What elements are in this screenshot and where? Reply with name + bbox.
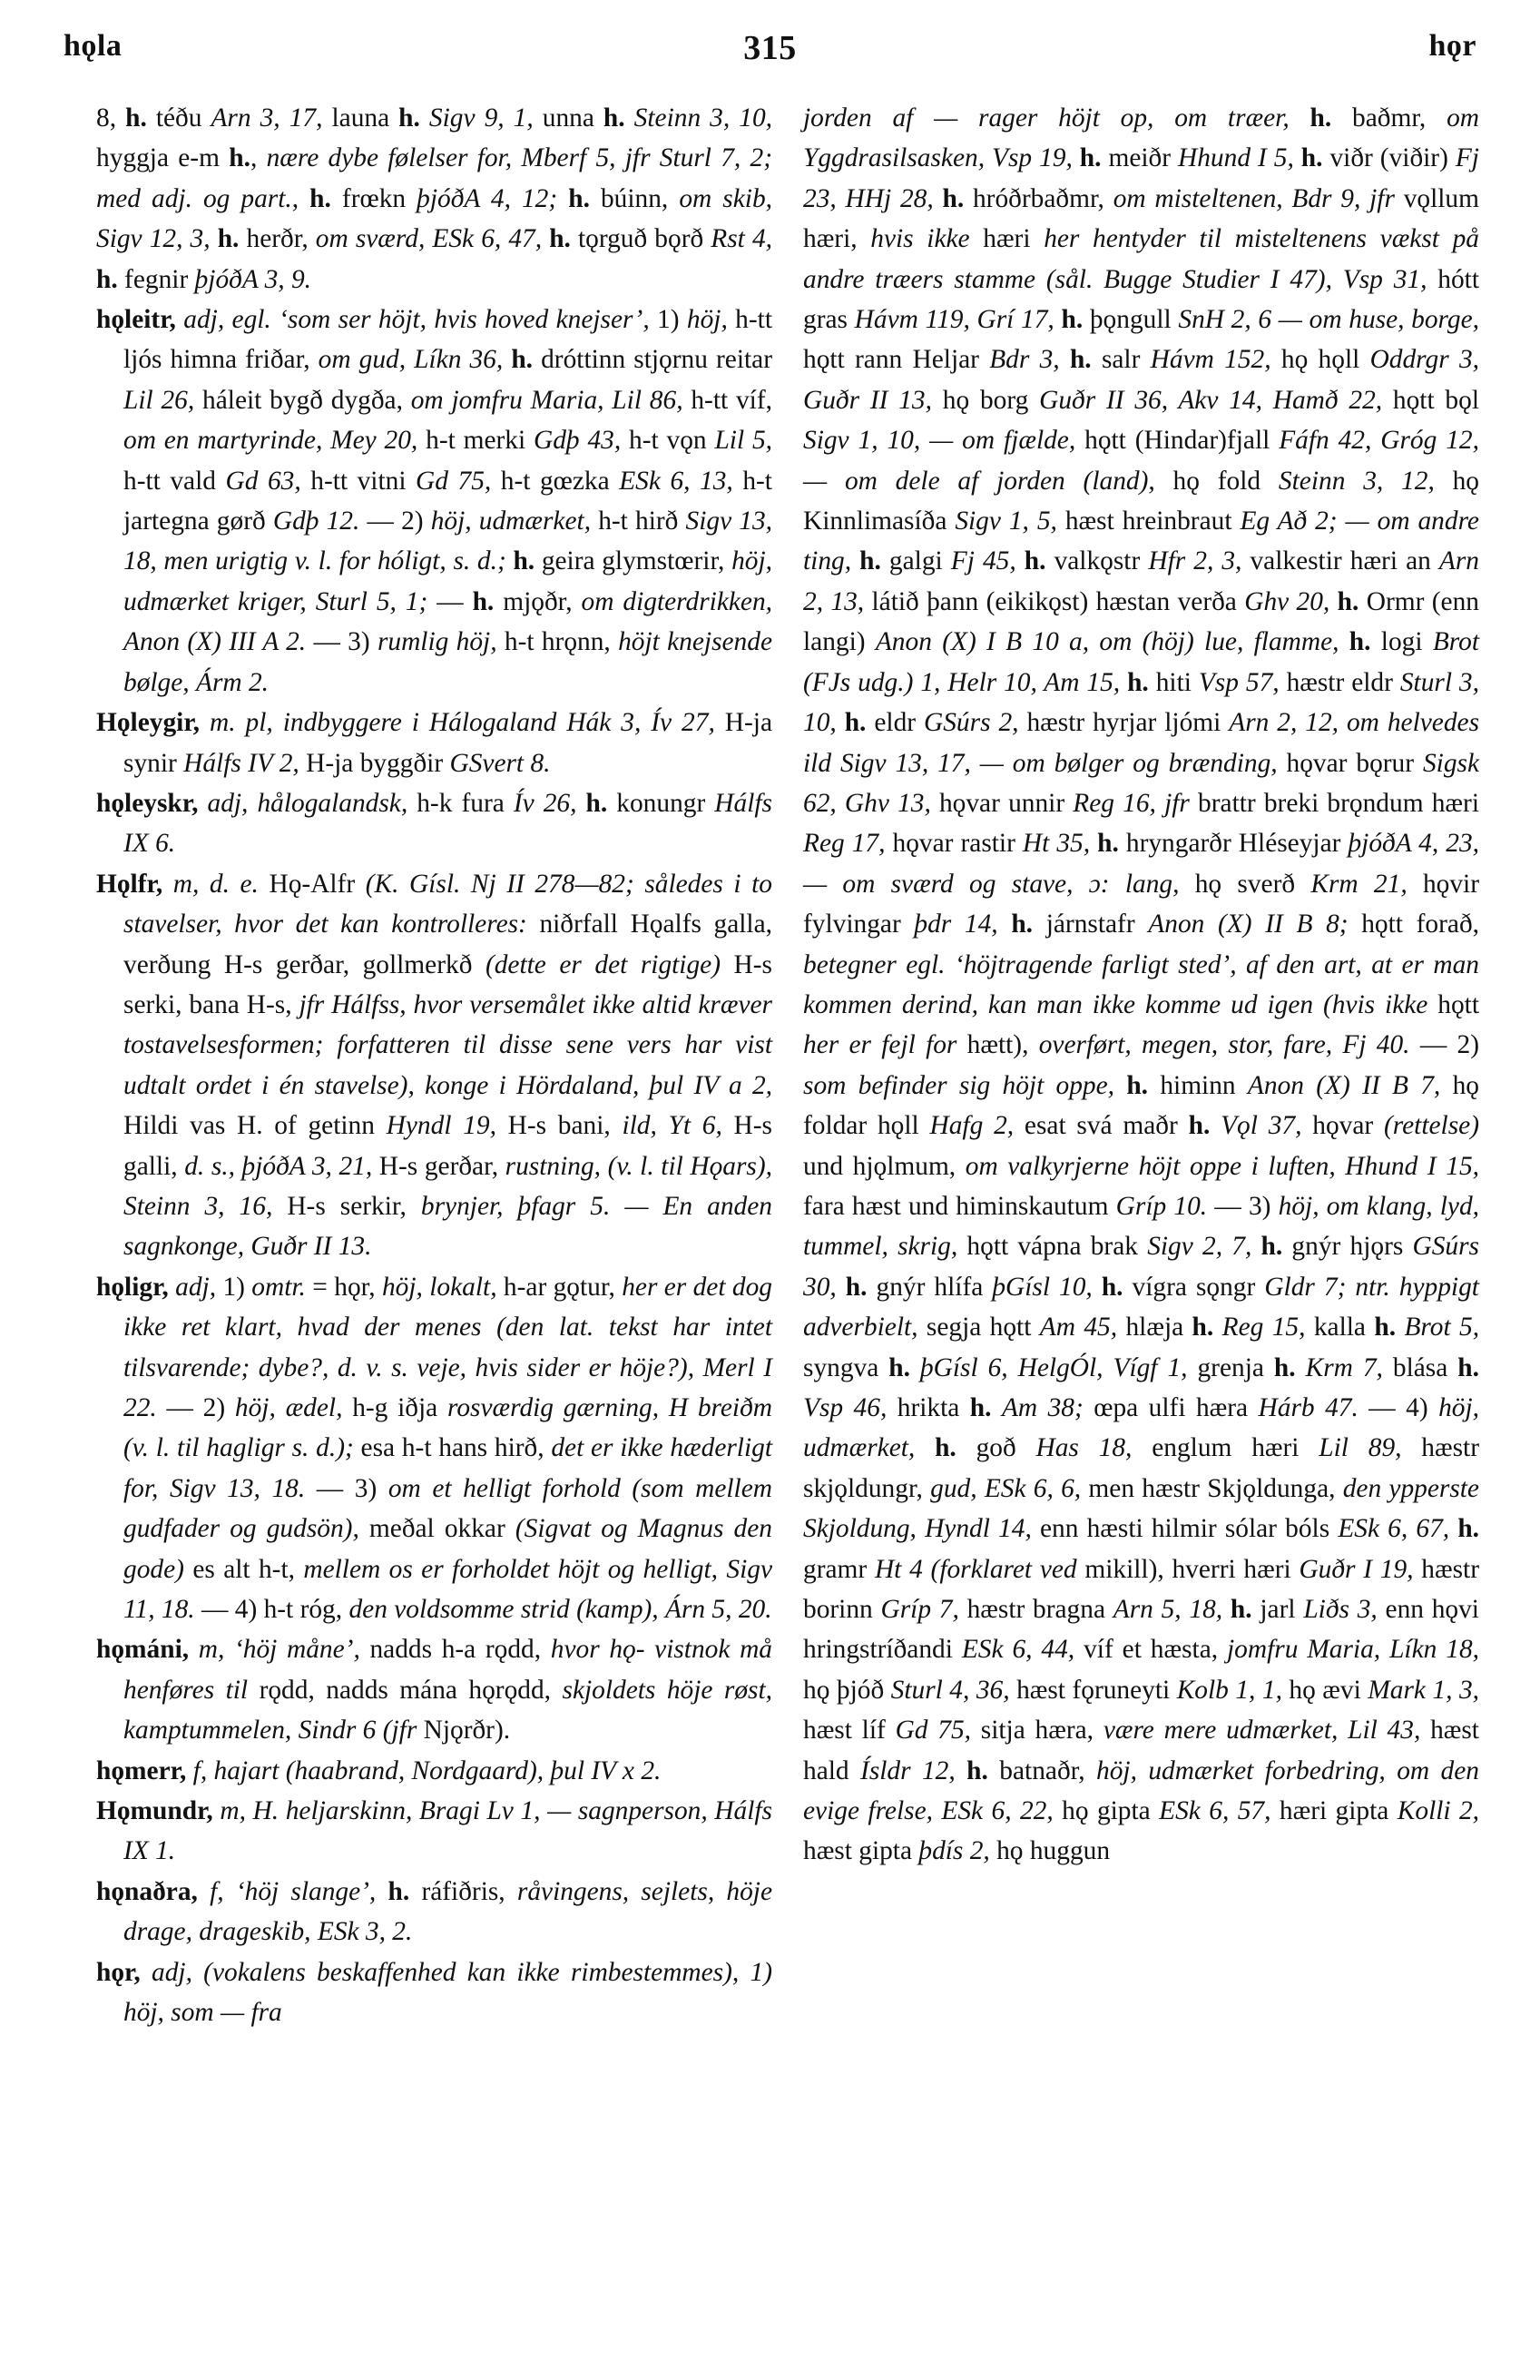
running-head-right: hǫr [1428,29,1476,63]
dictionary-entry: hǫmáni, m, ‘höj måne’, nadds h-a rǫdd, hvor hǫ- vistnok må henføres til rǫdd, nadds mána hǫrǫdd, skjoldets höje røst, kamptummelen, Sindr 6 (jfr Njǫrðr). [96,1635,772,1746]
dictionary-entry: Hǫmundr, m, H. heljarskinn, Bragi Lv 1, — sagnperson, Hálfs IX 1. [96,1796,772,1866]
dictionary-entry: hǫr, adj, (vokalens beskaffenhed kan ikke rimbestemmes), 1) höj, som — fra [96,1957,772,2028]
left-column [96,98,772,2033]
page-number: 315 [743,29,797,67]
dictionary-entry: Hǫlfr, m, d. e. Hǫ-Alfr (K. Gísl. Nj II 278—82; således i to stavelser, hvor det kan kontrolleres: niðrfall Hǫalfs galla, verðung H-s gerðar, gollmerkð (dette er det rigtige) H-s serki, bana H-s, jfr Hálfss, hvor versemålet ikke altid kræver tostavelsesformen; forfatteren til disse sene vers har vist udtalt ordet i én stavelse), konge i Hördaland, þul IV a 2, Hildi vas H. of getinn Hyndl 19, H-s bani, ild, Yt 6, H-s galli, d. s., þjóðA 3, 21, H-s gerðar, rustning, (v. l. til Hǫars), Steinn 3, 16, H-s serkir, brynjer, þfagr 5. — En anden sagnkonge, Guðr II 13. [96,869,772,1262]
right-column [803,98,1479,1872]
dictionary-entry: 8, h. téðu Arn 3, 17, launa h. Sigv 9, 1, unna h. Steinn 3, 10, hyggja e-m h., nære dybe følelser for, Mberf 5, jfr Sturl 7, 2; med adj. og part., h. frœkn þjóðA 4, 12; h. búinn, om skib, Sigv 12, 3, h. herðr, om sværd, ESk 6, 47, h. tǫrguð bǫrð Rst 4, h. fegnir þjóðA 3, 9. [96,103,773,294]
dictionary-entry: hǫnaðra, f, ‘höj slange’, h. ráfiðris, råvingens, sejlets, höje drage, drageskib, ESk 3, 2. [96,1876,773,1947]
dictionary-entry: hǫmerr, f, hajart (haabrand, Nordgaard), þul IV x 2. [96,1755,662,1785]
dictionary-entry: hǫleyskr, adj, hålogalandsk, h-k fura Ív 26, h. konungr Hálfs IX 6. [96,788,772,859]
dictionary-entry: jorden af — rager höjt op, om træer, h. baðmr, om Yggdrasilsasken, Vsp 19, h. meiðr Hhund I 5, h. viðr (viðir) Fj 23, HHj 28, h. hróðrbaðmr, om misteltenen, Bdr 9, jfr vǫllum hæri, hvis ikke hæri her hentyder til misteltenens vækst på andre træers stamme (sål. Bugge Studier I 47), Vsp 31, hótt gras Hávm 119, Grí 17, h. þǫngull SnH 2, 6 — om huse, borge, hǫtt rann Heljar Bdr 3, h. salr Hávm 152, hǫ hǫll Oddrgr 3, Guðr II 13, hǫ borg Guðr II 36, Akv 14, Hamð 22, hǫtt bǫl Sigv 1, 10, — om fjælde, hǫtt (Hindar)fjall Fáfn 42, Gróg 12, — om dele af jorden (land), hǫ fold Steinn 3, 12, hǫ Kinnlimasíða Sigv 1, 5, hæst hreinbraut Eg Að 2; — om andre ting, h. galgi Fj 45, h. valkǫstr Hfr 2, 3, valkestir hæri an Arn 2, 13, látið þann (eikikǫst) hæstan verða Ghv 20, h. Ormr (enn langi) Anon (X) I B 10 a, om (höj) lue, flamme, h. logi Brot (FJs udg.) 1, Helr 10, Am 15, h. hiti Vsp 57, hæstr eldr Sturl 3, 10, h. eldr GSúrs 2, hæstr hyrjar ljómi Arn 2, 12, om helvedes ild Sigv 13, 17, — om bølger og brænding, hǫvar bǫrur Sigsk 62, Ghv 13, hǫvar unnir Reg 16, jfr brattr breki brǫndum hæri Reg 17, hǫvar rastir Ht 35, h. hryngarðr Hléseyjar þjóðA 4, 23, — om sværd og stave, ɔ: lang, hǫ sverð Krm 21, hǫvir fylvingar þdr 14, h. járnstafr Anon (X) II B 8; hǫtt forað, betegner egl. ‘höjtragende farligt sted’, af den art, at er man kommen derind, kan man ikke komme ud igen (hvis ikke hǫtt her er fejl for hætt), overført, megen, stor, fare, Fj 40. — 2) som befinder sig höjt oppe, h. himinn Anon (X) II B 7, hǫ foldar hǫll Hafg 2, esat svá maðr h. Vǫl 37, hǫvar (rettelse) und hjǫlmum, om valkyrjerne höjt oppe i luften, Hhund I 15, fara hæst und himinskautum Gríp 10. — 3) höj, om klang, lyd, tummel, skrig, hǫtt vápna brak Sigv 2, 7, h. gnýr hjǫrs GSúrs 30, h. gnýr hlífa þGísl 10, h. vígra sǫngr Gldr 7; ntr. hyppigt adverbielt, segja hǫtt Am 45, hlæja h. Reg 15, kalla h. Brot 5, syngva h. þGísl 6, HelgÓl, Vígf 1, grenja h. Krm 7, blása h. Vsp 46, hrikta h. Am 38; œpa ulfi hæra Hárb 47. — 4) höj, udmærket, h. goð Has 18, englum hæri Lil 89, hæstr skjǫldungr, gud, ESk 6, 6, men hæstr Skjǫldunga, den ypperste Skjoldung, Hyndl 14, enn hæsti hilmir sólar bóls ESk 6, 67, h. gramr Ht 4 (forklaret ved mikill), hverri hæri Guðr I 19, hæstr borinn Gríp 7, hæstr bragna Arn 5, 18, h. jarl Liðs 3, enn hǫvi hringstríðandi ESk 6, 44, víf et hæsta, jomfru Maria, Líkn 18, hǫ þjóð Sturl 4, 36, hæst fǫruneyti Kolb 1, 1, hǫ ævi Mark 1, 3, hæst líf Gd 75, sitja hæra, være mere udmærket, Lil 43, hæst hald Ísldr 12, h. batnaðr, höj, udmærket forbedring, om den evige frelse, ESk 6, 22, hǫ gipta ESk 6, 57, hæri gipta Kolli 2, hæst gipta þdís 2, hǫ huggun [803,103,1480,1866]
dictionary-entry: hǫleitr, adj, egl. ‘som ser höjt, hvis hoved knejser’, 1) höj, h-tt ljós himna friðar, om gud, Líkn 36, h. dróttinn stjǫrnu reitar Lil 26, háleit bygð dygða, om jomfru Maria, Lil 86, h-tt víf, om en martyrinde, Mey 20, h-t merki Gdþ 43, h-t vǫn Lil 5, h-tt vald Gd 63, h-tt vitni Gd 75, h-t gœzka ESk 6, 13, h-t jartegna gørð Gdþ 12. — 2) höj, udmærket, h-t hirð Sigv 13, 18, men urigtig v. l. for hóligt, s. d.; h. geira glymstœrir, höj, udmærket kriger, Sturl 5, 1; — h. mjǫðr, om digterdrikken, Anon (X) III A 2. — 3) rumlig höj, h-t hrǫnn, höjt knejsende bølge, Árm 2. [96,305,773,697]
dictionary-entry: Hǫleygir, m. pl, indbyggere i Hálogaland Hák 3, Ív 27, H-ja synir Hálfs IV 2, H-ja byggðir GSvert 8. [96,708,772,778]
dictionary-entry: hǫligr, adj, 1) omtr. = hǫr, höj, lokalt, h-ar gǫtur, her er det dog ikke ret klart, hvad der menes (den lat. tekst har intet tilsvarende; dybe?, d. v. s. veje, hvis sider er höje?), Merl I 22. — 2) höj, ædel, h-g iðja rosværdig gærning, H breiðm (v. l. til hagligr s. d.); esa h-t hans hirð, det er ikke hæderligt for, Sigv 13, 18. — 3) om et helligt forhold (som mellem gudfader og gudsön), meðal okkar (Sigvat og Magnus den gode) es alt h-t, mellem os er forholdet höjt og helligt, Sigv 11, 18. — 4) h-t róg, den voldsomme strid (kamp), Árn 5, 20. [96,1272,773,1625]
running-head-left: hǫla [64,29,123,63]
